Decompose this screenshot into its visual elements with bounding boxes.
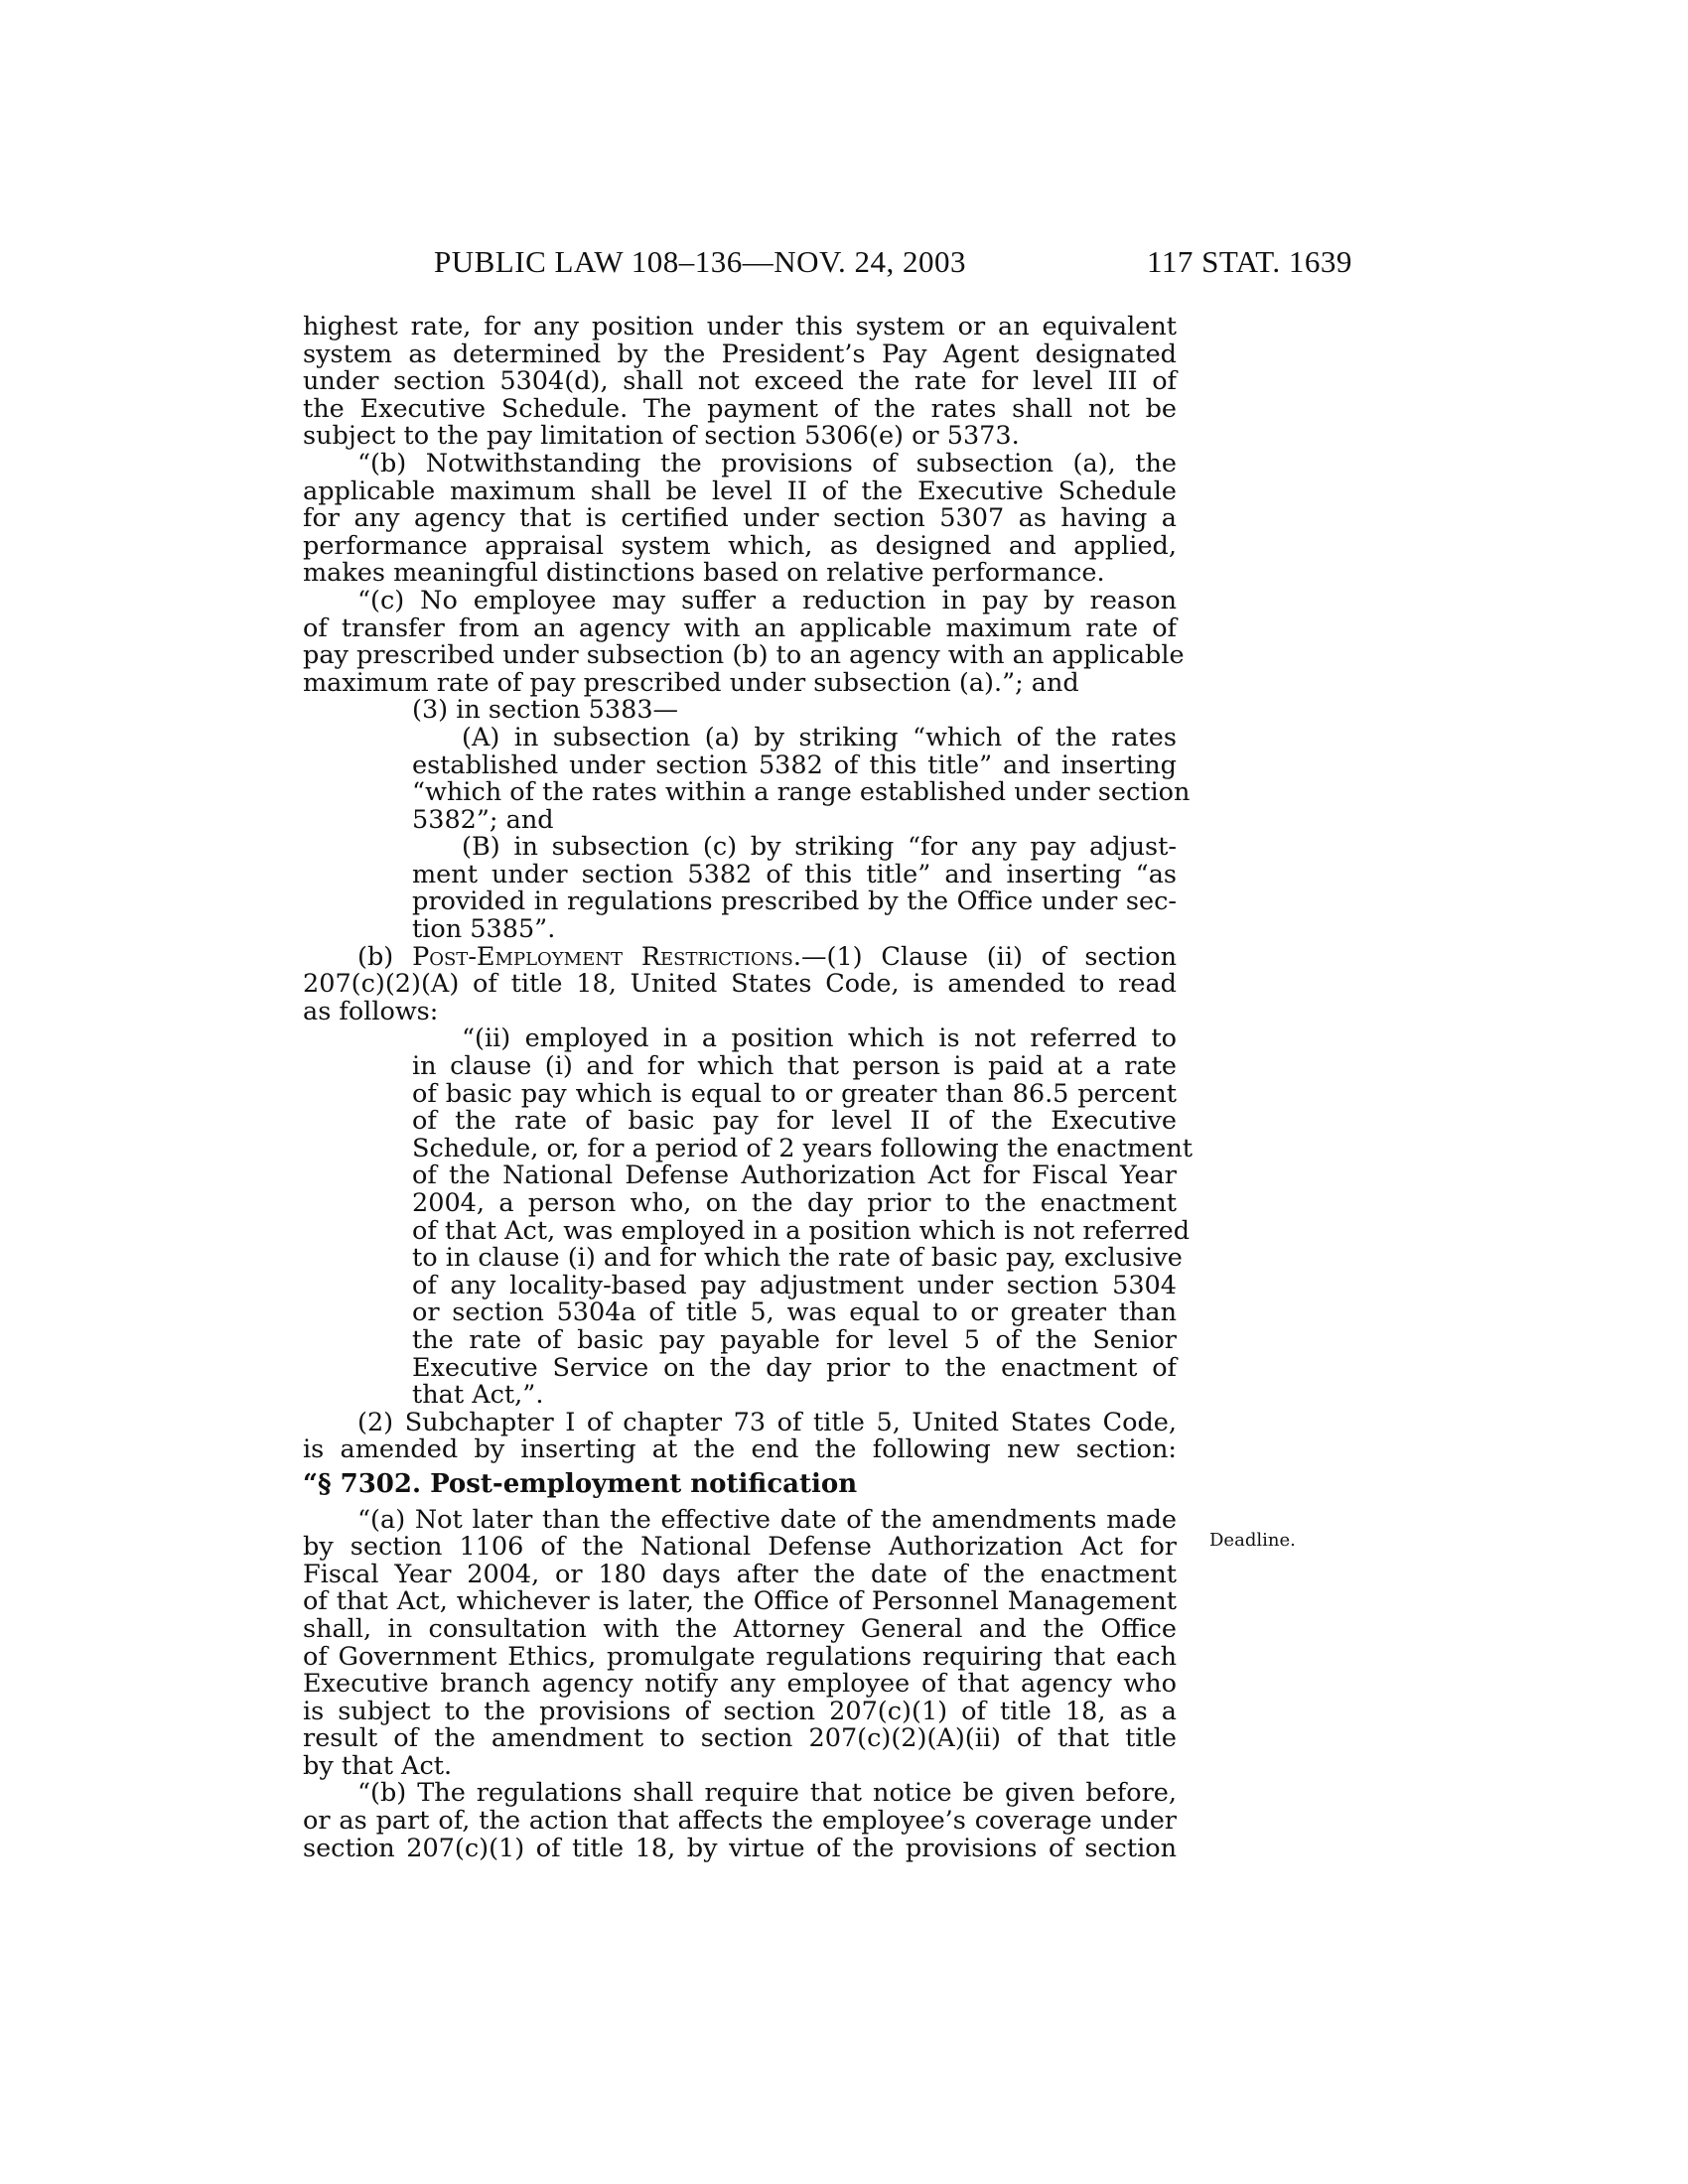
text-line: (2) Subchapter I of chapter 73 of title 5, United States Code,	[357, 1407, 1177, 1437]
text-line: “(b) The regulations shall require that notice be given before,	[357, 1778, 1177, 1809]
text-line: section 207(c)(1) of title 18, by virtue of the provisions of section	[303, 1833, 1177, 1863]
text-line: “(b) Notwithstanding the provisions of subsection (a), the	[357, 448, 1177, 478]
text-line: as follows:	[303, 996, 439, 1026]
subsection-heading: Post-Employment Restrictions	[412, 941, 793, 972]
text-line: of that Act, whichever is later, the Office of Personnel Management	[303, 1586, 1177, 1617]
text-line: of basic pay which is equal to or greater than 86.5 percent	[412, 1078, 1177, 1109]
text-line: of the rate of basic pay for level II of the Executive	[412, 1106, 1177, 1137]
text-line: in clause (i) and for which that person is paid at a rate	[412, 1051, 1177, 1082]
text-line: of that Act, was employed in a position which is not referred	[412, 1215, 1191, 1246]
text-line: subject to the pay limitation of section 5306(e) or 5373.	[303, 421, 1020, 452]
text-line: Fiscal Year 2004, or 180 days after the date of the enactment	[303, 1559, 1177, 1589]
text-line: to in clause (i) and for which the rate of basic pay, exclusive	[412, 1243, 1183, 1274]
text-line: result of the amendment to section 207(c)(2)(A)(ii) of that title	[303, 1723, 1177, 1754]
text-line: that Act,”.	[412, 1380, 544, 1411]
text-line: established under section 5382 of this title” and inserting	[412, 750, 1177, 780]
margin-note-deadline: Deadline.	[1209, 1530, 1296, 1551]
section-heading: “§ 7302. Post-employment notification	[303, 1468, 858, 1499]
text-line: Executive branch agency notify any employee of that agency who	[303, 1669, 1177, 1700]
text-line: 5382”; and	[412, 804, 554, 835]
text-line: is subject to the provisions of section 207(c)(1) of title 18, as a	[303, 1696, 1177, 1726]
text-line: by section 1106 of the National Defense Authorization Act for	[303, 1532, 1177, 1563]
text-line: (3) in section 5383—	[412, 695, 679, 726]
text-line: “(ii) employed in a position which is not referred to	[462, 1024, 1177, 1054]
text-line: “which of the rates within a range established under section	[412, 777, 1191, 808]
text-line: provided in regulations prescribed by the Office under sec-	[412, 887, 1177, 917]
text-line: Executive Service on the day prior to the enactment of	[412, 1352, 1177, 1383]
running-header-title: PUBLIC LAW 108–136—NOV. 24, 2003	[434, 244, 966, 279]
text-line: is amended by inserting at the end the following new section:	[303, 1434, 1177, 1465]
text-line: or as part of, the action that affects the employee’s coverage under	[303, 1806, 1177, 1837]
text-line: (A) in subsection (a) by striking “which of the rates	[462, 722, 1177, 752]
text-line: under section 5304(d), shall not exceed the rate for level III of	[303, 366, 1177, 397]
text-line: pay prescribed under subsection (b) to an agency with an applicable	[303, 640, 1185, 671]
text-line: system as determined by the President’s Pay Agent designated	[303, 339, 1177, 369]
post-employment-restrictions-line	[303, 941, 1177, 972]
text-line: by that Act.	[303, 1750, 453, 1781]
text-line: the rate of basic pay payable for level 5 of the Senior	[412, 1324, 1177, 1355]
text-line: of transfer from an agency with an applicable maximum rate of	[303, 613, 1177, 643]
text-line: of the National Defense Authorization Act for Fiscal Year	[412, 1160, 1177, 1191]
text-line: 2004, a person who, on the day prior to the enactment	[412, 1188, 1177, 1218]
text-line: tion 5385”.	[412, 914, 556, 945]
text-line: “(c) No employee may suffer a reduction in pay by reason	[357, 585, 1177, 615]
text-line: (B) in subsection (c) by striking “for any pay adjust-	[462, 832, 1177, 863]
text-line: “(a) Not later than the effective date of the amendments made	[357, 1504, 1177, 1535]
text-line: ment under section 5382 of this title” and inserting “as	[412, 859, 1177, 889]
text-line: or section 5304a of title 5, was equal to or greater than	[412, 1297, 1177, 1328]
text-line: maximum rate of pay prescribed under subsection (a).”; and	[303, 667, 1079, 698]
text-line: of Government Ethics, promulgate regulations requiring that each	[303, 1641, 1177, 1672]
subsection-label: (b)	[357, 941, 394, 972]
text-line: 207(c)(2)(A) of title 18, United States Code, is amended to read	[303, 969, 1177, 1000]
statute-text-part3	[303, 1504, 1177, 1863]
text-line: shall, in consultation with the Attorney General and the Office	[303, 1613, 1177, 1644]
running-header-stat-page: 117 STAT. 1639	[1147, 244, 1352, 279]
statute-text	[303, 312, 1194, 1863]
text-line: for any agency that is certified under section 5307 as having a	[303, 503, 1177, 534]
text-line: applicable maximum shall be level II of the Executive Schedule	[303, 476, 1177, 506]
text-line: Schedule, or, for a period of 2 years following the enactment	[412, 1133, 1194, 1163]
text-line: the Executive Schedule. The payment of the rates shall not be	[303, 393, 1177, 424]
text-line: makes meaningful distinctions based on relative performance.	[303, 558, 1105, 589]
text-line: highest rate, for any position under this system or an equivalent	[303, 312, 1177, 341]
text-line: of any locality-based pay adjustment under section 5304	[412, 1270, 1177, 1300]
statute-text-part1	[303, 312, 1191, 945]
statute-text-part2	[303, 969, 1194, 1465]
text-line: performance appraisal system which, as designed and applied,	[303, 530, 1177, 561]
subsection-text: .—(1) Clause (ii) of section	[792, 941, 1177, 972]
